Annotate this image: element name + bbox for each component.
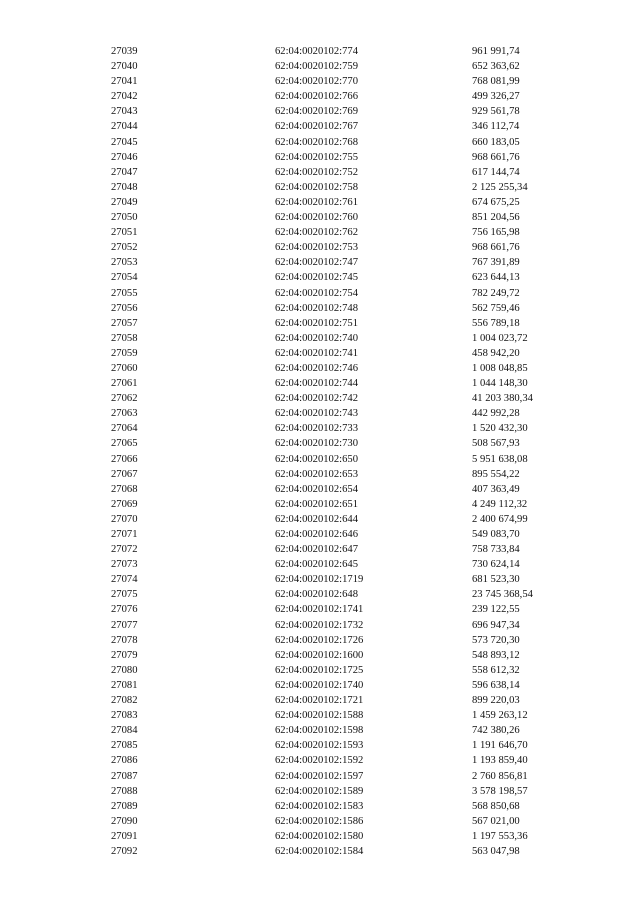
- row-number: 27057: [111, 317, 138, 329]
- table-row: [0, 602, 640, 617]
- table-row: [0, 678, 640, 693]
- cadastral-value: 1 004 023,72: [472, 332, 528, 344]
- row-number: 27048: [111, 181, 138, 193]
- cadastral-value: 2 760 856,81: [472, 770, 528, 782]
- cadastral-number: 62:04:0020102:745: [275, 272, 358, 284]
- cadastral-number: 62:04:0020102:1589: [275, 785, 364, 797]
- table-row: [0, 316, 640, 331]
- row-number: 27055: [111, 287, 138, 299]
- cadastral-value: 567 021,00: [472, 815, 520, 827]
- table-row: [0, 44, 640, 59]
- cadastral-number: 62:04:0020102:1593: [275, 740, 364, 752]
- table-row: [0, 784, 640, 799]
- cadastral-number: 62:04:0020102:747: [275, 257, 358, 269]
- cadastral-value: 1 044 148,30: [472, 378, 528, 390]
- row-number: 27074: [111, 574, 138, 586]
- cadastral-value: 674 675,25: [472, 196, 520, 208]
- table-row: [0, 723, 640, 738]
- cadastral-value: 508 567,93: [472, 438, 520, 450]
- cadastral-value: 458 942,20: [472, 347, 520, 359]
- cadastral-value: 558 612,32: [472, 664, 520, 676]
- row-number: 27047: [111, 166, 138, 178]
- row-number: 27090: [111, 815, 138, 827]
- table-row: [0, 286, 640, 301]
- cadastral-value: 1 193 859,40: [472, 755, 528, 767]
- row-number: 27084: [111, 725, 138, 737]
- cadastral-number: 62:04:0020102:1726: [275, 634, 364, 646]
- row-number: 27071: [111, 529, 138, 540]
- row-number: 27067: [111, 468, 138, 480]
- table-row: [0, 331, 640, 346]
- row-number: 27069: [111, 498, 138, 510]
- cadastral-value: 1 197 553,36: [472, 830, 528, 842]
- row-number: 27064: [111, 423, 138, 435]
- row-number: 27088: [111, 785, 138, 797]
- cadastral-number: 62:04:0020102:744: [275, 378, 358, 390]
- row-number: 27043: [111, 106, 138, 118]
- table-row: [0, 512, 640, 527]
- table-row: [0, 814, 640, 829]
- cadastral-number: 62:04:0020102:1598: [275, 725, 364, 737]
- row-number: 27091: [111, 830, 138, 842]
- table-row: [0, 844, 640, 859]
- cadastral-number: 62:04:0020102:743: [275, 408, 358, 420]
- cadastral-number: 62:04:0020102:769: [275, 106, 358, 118]
- table-row: [0, 497, 640, 512]
- cadastral-number: 62:04:0020102:648: [275, 589, 358, 601]
- cadastral-number: 62:04:0020102:1588: [275, 710, 364, 722]
- cadastral-value: 442 992,28: [472, 408, 520, 420]
- cadastral-number: 62:04:0020102:748: [275, 302, 358, 314]
- cadastral-value: 1 520 432,30: [472, 423, 528, 435]
- table-row: [0, 391, 640, 406]
- row-number: 27073: [111, 559, 138, 571]
- row-number: 27072: [111, 544, 138, 556]
- cadastral-number: 62:04:0020102:1600: [275, 649, 364, 661]
- row-number: 27054: [111, 272, 138, 284]
- cadastral-number: 62:04:0020102:755: [275, 151, 358, 163]
- cadastral-value: 407 363,49: [472, 483, 520, 495]
- table-row: [0, 557, 640, 572]
- cadastral-value: 681 523,30: [472, 574, 520, 586]
- table-row: [0, 376, 640, 391]
- row-number: 27078: [111, 634, 138, 646]
- table-row: [0, 829, 640, 844]
- table-row: [0, 89, 640, 104]
- row-number: 27062: [111, 393, 138, 405]
- table-row: [0, 436, 640, 451]
- cadastral-number: 62:04:0020102:644: [275, 513, 358, 525]
- table-row: [0, 74, 640, 89]
- cadastral-value: 2 125 255,34: [472, 181, 528, 193]
- row-number: 27049: [111, 196, 138, 208]
- table-row: [0, 150, 640, 165]
- cadastral-number: 62:04:0020102:646: [275, 529, 358, 540]
- row-number: 27059: [111, 347, 138, 359]
- row-number: 27051: [111, 227, 138, 239]
- row-number: 27079: [111, 649, 138, 661]
- row-number: 27046: [111, 151, 138, 163]
- cadastral-value: 742 380,26: [472, 725, 520, 737]
- row-number: 27076: [111, 604, 138, 616]
- table-row: [0, 210, 640, 225]
- table-row: [0, 648, 640, 663]
- cadastral-value: 968 661,76: [472, 151, 520, 163]
- row-number: 27053: [111, 257, 138, 269]
- table-row: [0, 240, 640, 255]
- cadastral-number: 62:04:0020102:740: [275, 332, 358, 344]
- table-row: [0, 301, 640, 316]
- cadastral-number: 62:04:0020102:1580: [275, 830, 364, 842]
- cadastral-number: 62:04:0020102:645: [275, 559, 358, 571]
- cadastral-number: 62:04:0020102:766: [275, 91, 358, 103]
- cadastral-value: 968 661,76: [472, 242, 520, 254]
- row-number: 27066: [111, 453, 138, 465]
- cadastral-number: 62:04:0020102:753: [275, 242, 358, 254]
- row-number: 27060: [111, 362, 138, 374]
- row-number: 27075: [111, 589, 138, 601]
- cadastral-number: 62:04:0020102:774: [275, 46, 358, 57]
- cadastral-number: 62:04:0020102:1741: [275, 604, 364, 616]
- row-number: 27045: [111, 136, 138, 148]
- table-row: [0, 527, 640, 542]
- cadastral-value: 929 561,78: [472, 106, 520, 118]
- cadastral-value: 782 249,72: [472, 287, 520, 299]
- table-row: [0, 346, 640, 361]
- row-number: 27082: [111, 695, 138, 707]
- row-number: 27077: [111, 619, 138, 631]
- table-row: [0, 180, 640, 195]
- row-number: 27080: [111, 664, 138, 676]
- cadastral-number: 62:04:0020102:1732: [275, 619, 364, 631]
- cadastral-number: 62:04:0020102:1725: [275, 664, 364, 676]
- cadastral-value: 548 893,12: [472, 649, 520, 661]
- cadastral-value: 652 363,62: [472, 61, 520, 73]
- row-number: 27068: [111, 483, 138, 495]
- row-number: 27087: [111, 770, 138, 782]
- cadastral-number: 62:04:0020102:654: [275, 483, 358, 495]
- cadastral-number: 62:04:0020102:768: [275, 136, 358, 148]
- cadastral-number: 62:04:0020102:741: [275, 347, 358, 359]
- row-number: 27063: [111, 408, 138, 420]
- cadastral-value: 596 638,14: [472, 679, 520, 691]
- table-row: [0, 663, 640, 678]
- row-number: 27039: [111, 46, 138, 57]
- table-row: [0, 618, 640, 633]
- table-row: [0, 542, 640, 557]
- row-number: 27052: [111, 242, 138, 254]
- cadastral-number: 62:04:0020102:758: [275, 181, 358, 193]
- cadastral-number: 62:04:0020102:1721: [275, 695, 364, 707]
- table-row: [0, 255, 640, 270]
- table-row: [0, 452, 640, 467]
- table-row: [0, 467, 640, 482]
- cadastral-value: 549 083,70: [472, 529, 520, 540]
- table-row: [0, 270, 640, 285]
- table-row: [0, 104, 640, 119]
- row-number: 27042: [111, 91, 138, 103]
- table-row: [0, 738, 640, 753]
- cadastral-number: 62:04:0020102:650: [275, 453, 358, 465]
- cadastral-value: 556 789,18: [472, 317, 520, 329]
- row-number: 27081: [111, 679, 138, 691]
- row-number: 27065: [111, 438, 138, 450]
- cadastral-value: 573 720,30: [472, 634, 520, 646]
- cadastral-number: 62:04:0020102:742: [275, 393, 358, 405]
- cadastral-number: 62:04:0020102:653: [275, 468, 358, 480]
- table-row: [0, 225, 640, 240]
- cadastral-value: 756 165,98: [472, 227, 520, 239]
- cadastral-number: 62:04:0020102:651: [275, 498, 358, 510]
- row-number: 27061: [111, 378, 138, 390]
- cadastral-value: 696 947,34: [472, 619, 520, 631]
- cadastral-value: 660 183,05: [472, 136, 520, 148]
- row-number: 27086: [111, 755, 138, 767]
- cadastral-number: 62:04:0020102:1592: [275, 755, 364, 767]
- cadastral-value: 2 400 674,99: [472, 513, 528, 525]
- table-row: [0, 482, 640, 497]
- table-row: [0, 587, 640, 602]
- cadastral-value: 563 047,98: [472, 845, 520, 857]
- cadastral-number: 62:04:0020102:760: [275, 212, 358, 224]
- table-row: [0, 572, 640, 587]
- cadastral-value: 3 578 198,57: [472, 785, 528, 797]
- table-row: [0, 753, 640, 768]
- table-row: [0, 165, 640, 180]
- cadastral-value: 623 644,13: [472, 272, 520, 284]
- cadastral-value: 568 850,68: [472, 800, 520, 812]
- cadastral-value: 346 112,74: [472, 121, 520, 133]
- row-number: 27058: [111, 332, 138, 344]
- cadastral-value: 5 951 638,08: [472, 453, 528, 465]
- row-number: 27050: [111, 212, 138, 224]
- table-row: [0, 693, 640, 708]
- row-number: 27092: [111, 845, 138, 857]
- table-row: [0, 406, 640, 421]
- table-row: [0, 799, 640, 814]
- cadastral-number: 62:04:0020102:1583: [275, 800, 364, 812]
- cadastral-value: 499 326,27: [472, 91, 520, 103]
- cadastral-value: 851 204,56: [472, 212, 520, 224]
- table-row: [0, 361, 640, 376]
- table-row: [0, 59, 640, 74]
- row-number: 27070: [111, 513, 138, 525]
- row-number: 27089: [111, 800, 138, 812]
- row-number: 27085: [111, 740, 138, 752]
- cadastral-number: 62:04:0020102:767: [275, 121, 358, 133]
- cadastral-number: 62:04:0020102:1584: [275, 845, 364, 857]
- cadastral-value: 899 220,03: [472, 695, 520, 707]
- cadastral-value: 41 203 380,34: [472, 393, 533, 405]
- table-row: [0, 633, 640, 648]
- cadastral-value: 1 008 048,85: [472, 362, 528, 374]
- cadastral-table: [0, 44, 640, 859]
- table-row: [0, 195, 640, 210]
- row-number: 27041: [111, 76, 138, 88]
- cadastral-number: 62:04:0020102:754: [275, 287, 358, 299]
- cadastral-number: 62:04:0020102:1740: [275, 679, 364, 691]
- cadastral-value: 562 759,46: [472, 302, 520, 314]
- table-row: [0, 135, 640, 150]
- row-number: 27044: [111, 121, 138, 133]
- row-number: 27083: [111, 710, 138, 722]
- table-row: [0, 421, 640, 436]
- cadastral-number: 62:04:0020102:761: [275, 196, 358, 208]
- cadastral-number: 62:04:0020102:762: [275, 227, 358, 239]
- cadastral-value: 758 733,84: [472, 544, 520, 556]
- cadastral-value: 4 249 112,32: [472, 498, 528, 510]
- cadastral-number: 62:04:0020102:746: [275, 362, 358, 374]
- cadastral-number: 62:04:0020102:733: [275, 423, 358, 435]
- table-row: [0, 769, 640, 784]
- cadastral-value: 23 745 368,54: [472, 589, 533, 601]
- table-row: [0, 708, 640, 723]
- cadastral-number: 62:04:0020102:1597: [275, 770, 364, 782]
- row-number: 27040: [111, 61, 138, 73]
- cadastral-number: 62:04:0020102:770: [275, 76, 358, 88]
- cadastral-value: 617 144,74: [472, 166, 520, 178]
- table-row: [0, 119, 640, 134]
- row-number: 27056: [111, 302, 138, 314]
- cadastral-value: 768 081,99: [472, 76, 520, 88]
- cadastral-value: 1 459 263,12: [472, 710, 528, 722]
- cadastral-number: 62:04:0020102:730: [275, 438, 358, 450]
- cadastral-number: 62:04:0020102:752: [275, 166, 358, 178]
- cadastral-value: 239 122,55: [472, 604, 520, 616]
- cadastral-number: 62:04:0020102:1586: [275, 815, 364, 827]
- cadastral-value: 961 991,74: [472, 46, 520, 57]
- cadastral-value: 730 624,14: [472, 559, 520, 571]
- cadastral-number: 62:04:0020102:647: [275, 544, 358, 556]
- cadastral-value: 767 391,89: [472, 257, 520, 269]
- cadastral-number: 62:04:0020102:751: [275, 317, 358, 329]
- cadastral-value: 1 191 646,70: [472, 740, 528, 752]
- cadastral-number: 62:04:0020102:1719: [275, 574, 364, 586]
- cadastral-number: 62:04:0020102:759: [275, 61, 358, 73]
- cadastral-value: 895 554,22: [472, 468, 520, 480]
